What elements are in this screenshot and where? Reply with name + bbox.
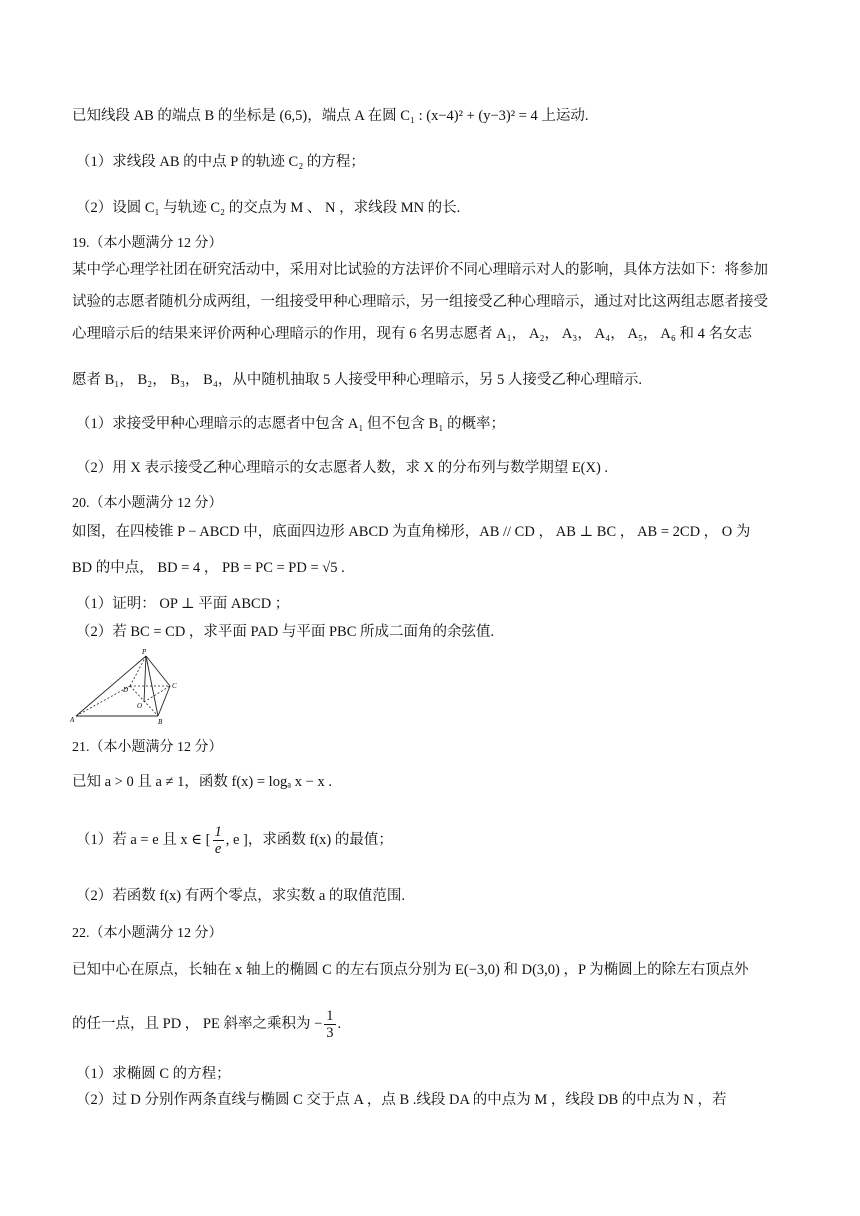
q22-stem-line2 [72, 1004, 794, 1044]
label-c: C [172, 682, 177, 690]
q18-part1: （1）求线段 AB 的中点 P 的轨迹 C₂ 的方程； [76, 154, 365, 170]
q21-part1-suffix: , e ]，求函数 f(x) 的最值； [225, 832, 393, 848]
label-o: O [137, 702, 143, 710]
q22-stem-line2-prefix: 的任一点，且 PD ， PE 斜率之乘积为 − [72, 1016, 323, 1032]
pyramid-figure [66, 646, 186, 724]
q22-frac-den: 3 [326, 1025, 334, 1042]
q21-frac-num: 1 [214, 824, 222, 841]
q20-part1: （1）证明： OP ⊥ 平面 ABCD ； [76, 596, 290, 612]
q19-stem-line4: 愿者 B₁， B₂， B₃， B₄，从中随机抽取 5 人接受甲种心理暗示，另 5 人接受乙种心理暗示. [72, 372, 643, 388]
q19-stem-line3: 心理暗示后的结果来评价两种心理暗示的作用，现有 6 名男志愿者 A₁， A₂， A₃， A₄， A₅， A₆ 和 4 名女志 [72, 326, 753, 342]
label-a: A [70, 716, 75, 724]
label-b: B [158, 718, 163, 724]
q22-part1: （1）求椭圆 C 的方程； [76, 1066, 231, 1082]
q19-header: 19.（本小题满分 12 分） [72, 236, 223, 251]
q18-stem: 已知线段 AB 的端点 B 的坐标是 (6,5)，端点 A 在圆 C₁ : (x−4)² + (y−3)² = 4 上运动. [72, 108, 589, 124]
q22-stem-line1: 已知中心在原点，长轴在 x 轴上的椭圆 C 的左右顶点分别为 E(−3,0) 和 D(3,0) ，P 为椭圆上的除左右顶点外 [72, 962, 749, 978]
q22-stem-line2-suffix: . [337, 1016, 342, 1032]
q20-stem-line1: 如图，在四棱锥 P − ABCD 中，底面四边形 ABCD 为直角梯形，AB // CD ， AB ⊥ BC ， AB = 2CD ， O 为 [72, 524, 751, 540]
q21-part2: （2）若函数 f(x) 有两个零点，求实数 a 的取值范围. [76, 888, 406, 904]
q22-header: 22.（本小题满分 12 分） [72, 926, 223, 941]
q21-part1 [72, 820, 798, 860]
q21-header: 21.（本小题满分 12 分） [72, 740, 223, 755]
q18-part2: （2）设圆 C₁ 与轨迹 C₂ 的交点为 M 、 N ，求线段 MN 的长. [76, 200, 461, 216]
q19-part1: （1）求接受甲种心理暗示的志愿者中包含 A₁ 但不包含 B₁ 的概率； [76, 416, 506, 432]
q21-frac-den: e [214, 841, 222, 858]
q20-part2: （2）若 BC = CD ，求平面 PAD 与平面 PBC 所成二面角的余弦值. [76, 624, 495, 640]
q22-frac-num: 1 [326, 1008, 334, 1025]
q21-part1-prefix: （1）若 a = e 且 x ∈ [ [76, 832, 211, 848]
label-d: D [123, 686, 129, 694]
pyramid-diagram [66, 646, 186, 724]
q22-part2: （2）过 D 分别作两条直线与椭圆 C 交于点 A ，点 B .线段 DA 的中点为 M ，线段 DB 的中点为 N ，若 [76, 1092, 727, 1108]
q20-stem-line2: BD 的中点， BD = 4 ， PB = PC = PD = √5 . [72, 560, 345, 576]
q21-stem: 已知 a > 0 且 a ≠ 1，函数 f(x) = logₐ x − x . [72, 774, 332, 790]
label-p: P [142, 648, 147, 656]
q21-fraction [213, 824, 224, 857]
q20-header: 20.（本小题满分 12 分） [72, 496, 223, 511]
q19-stem-line2: 试验的志愿者随机分成两组，一组接受甲种心理暗示，另一组接受乙种心理暗示，通过对比这两组志愿者接受 [72, 294, 768, 310]
q19-stem-line1: 某中学心理学社团在研究活动中，采用对比试验的方法评价不同心理暗示对人的影响，具体方法如下：将参加 [72, 262, 768, 278]
q22-fraction [324, 1008, 335, 1041]
q19-part2: （2）用 X 表示接受乙种心理暗示的女志愿者人数，求 X 的分布列与数学期望 E(X) . [76, 460, 609, 476]
